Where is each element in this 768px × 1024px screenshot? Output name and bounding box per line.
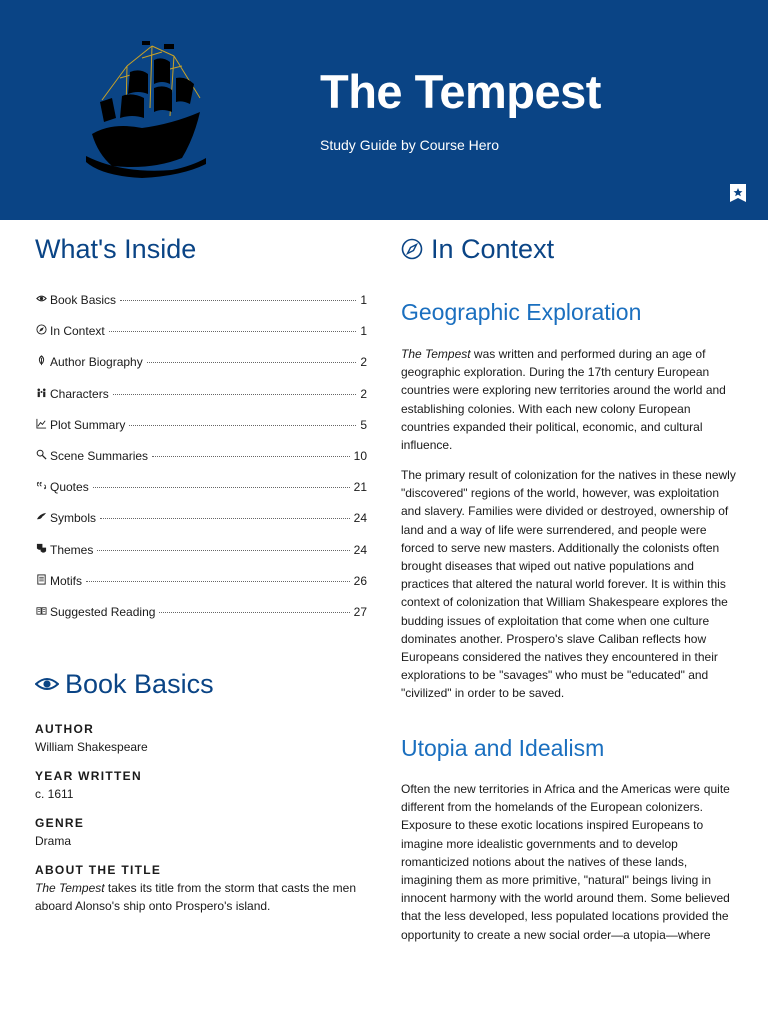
toc-leader <box>147 362 357 363</box>
toc-leader <box>113 394 357 395</box>
genre-value: Drama <box>35 834 72 848</box>
toc-leader <box>100 518 350 519</box>
toc-page: 1 <box>360 324 367 339</box>
book-title-italic: The Tempest <box>401 347 471 361</box>
year-label: YEAR WRITTEN <box>35 769 142 783</box>
about-title-value <box>35 879 367 915</box>
compass-icon <box>401 238 423 260</box>
toc-label: Plot Summary <box>50 417 126 432</box>
toc-label: Suggested Reading <box>50 604 156 619</box>
toc-item-author-biography[interactable] <box>35 355 367 386</box>
page-title: The Tempest <box>320 65 601 118</box>
toc-item-motifs[interactable] <box>35 574 367 605</box>
whats-inside-heading: What's Inside <box>35 234 197 264</box>
eye-icon <box>35 293 48 304</box>
toc-page: 24 <box>353 511 367 526</box>
people-icon <box>35 387 48 398</box>
toc-item-symbols[interactable] <box>35 511 367 542</box>
toc-leader <box>159 612 349 613</box>
utopia-idealism-heading: Utopia and Idealism <box>401 735 605 761</box>
geo-paragraph-2: The primary result of colonization for the natives in these newly "discovered" regions of the world, however, was exploitation and slavery. Families were divided or destroyed, ownership of land and a way of life were surrendered, and people were forced to serve new masters. Additionally the colonists often brought diseases that wiped out native populations and practices that altered the natural world forever. It is within this context of colonization that William Shakespeare explores the budding issues of exploitation that come when one culture dominates another. Prospero's slave Caliban reflects how Europeans considered the natives they encountered in their explorations to be "savages" who must be "educated" and "civilized" in order to be saved. <box>401 468 736 701</box>
year-value: c. 1611 <box>35 787 74 801</box>
toc-leader <box>93 487 350 488</box>
toc-leader <box>86 581 350 582</box>
quill-icon <box>35 355 48 366</box>
ship-icon <box>82 38 212 180</box>
toc-leader <box>129 425 356 426</box>
toc-item-book-basics[interactable] <box>35 293 367 324</box>
toc-page: 10 <box>353 448 367 463</box>
in-context-heading: In Context <box>431 234 555 264</box>
toc-page: 1 <box>360 293 367 307</box>
books-icon <box>35 605 48 616</box>
toc-item-suggested-reading[interactable] <box>35 605 367 636</box>
book-title-italic: The Tempest <box>35 881 105 895</box>
eye-icon <box>35 676 59 692</box>
bird-icon <box>35 511 48 522</box>
geo-paragraph-1 <box>401 345 737 454</box>
author-label: AUTHOR <box>35 722 95 736</box>
book-basics-heading: Book Basics <box>65 669 214 699</box>
toc-page: 26 <box>353 573 367 588</box>
about-title-label: ABOUT THE TITLE <box>35 863 162 877</box>
book-basics-fields <box>35 722 367 915</box>
toc-item-in-context[interactable] <box>35 324 367 355</box>
table-of-contents <box>35 293 367 636</box>
toc-label: Motifs <box>50 573 83 588</box>
chart-icon <box>35 418 48 429</box>
masks-icon <box>35 543 48 554</box>
utopia-paragraph-1: Often the new territories in Africa and the Americas were quite different from the homelands of the European colonizers. Exposure to these exotic locations inspired Europeans to imagine more idealistic governments and to develop romanticized notions about the natives of these lands, imagining them as more primitive, "natural" beings living in innocent harmony with the world around them. Some believed that the less developed, less populated locations provided the opportunity to create a new social order—a utopia—where <box>401 782 730 942</box>
toc-leader <box>152 456 350 457</box>
compass-icon <box>35 324 48 335</box>
toc-leader <box>97 550 349 551</box>
toc-label: Characters <box>50 386 109 401</box>
toc-label: Symbols <box>50 511 97 526</box>
bookmark-star-icon <box>728 182 748 204</box>
genre-label: GENRE <box>35 816 85 830</box>
toc-label: Book Basics <box>50 293 117 307</box>
toc-item-quotes[interactable] <box>35 480 367 511</box>
geo-paragraph-1-text: was written and performed during an age of geographic exploration. During the 17th century European countries were exploring new territories around the world and establishing colonies. With each new colony European countries expanded their political, economic, and cultural influence. <box>401 347 726 453</box>
toc-item-plot-summary[interactable] <box>35 418 367 449</box>
quote-icon <box>35 480 48 491</box>
header-banner <box>0 0 768 220</box>
toc-label: Scene Summaries <box>50 448 149 463</box>
author-value: William Shakespeare <box>35 740 148 754</box>
toc-label: In Context <box>50 324 105 339</box>
toc-page: 5 <box>360 417 367 432</box>
toc-page: 2 <box>360 386 367 401</box>
toc-label: Quotes <box>50 480 89 495</box>
document-icon <box>35 574 48 585</box>
toc-page: 27 <box>353 604 367 619</box>
toc-label: Themes <box>50 542 94 557</box>
about-title-text: takes its title from the storm that casts the men aboard Alonso's ship onto Prospero's island. <box>35 881 357 913</box>
toc-item-themes[interactable] <box>35 543 367 574</box>
toc-leader <box>120 300 356 301</box>
book-basics-heading-row <box>35 668 214 700</box>
toc-label: Author Biography <box>50 355 143 370</box>
toc-item-characters[interactable] <box>35 387 367 418</box>
toc-item-scene-summaries[interactable] <box>35 449 367 480</box>
toc-page: 2 <box>360 355 367 370</box>
page-subtitle: Study Guide by Course Hero <box>320 137 499 153</box>
toc-leader <box>109 331 357 332</box>
magnifier-icon <box>35 449 48 460</box>
in-context-heading-row <box>401 233 554 265</box>
geographic-exploration-heading: Geographic Exploration <box>401 299 642 325</box>
toc-page: 24 <box>353 542 367 557</box>
toc-page: 21 <box>353 480 367 495</box>
